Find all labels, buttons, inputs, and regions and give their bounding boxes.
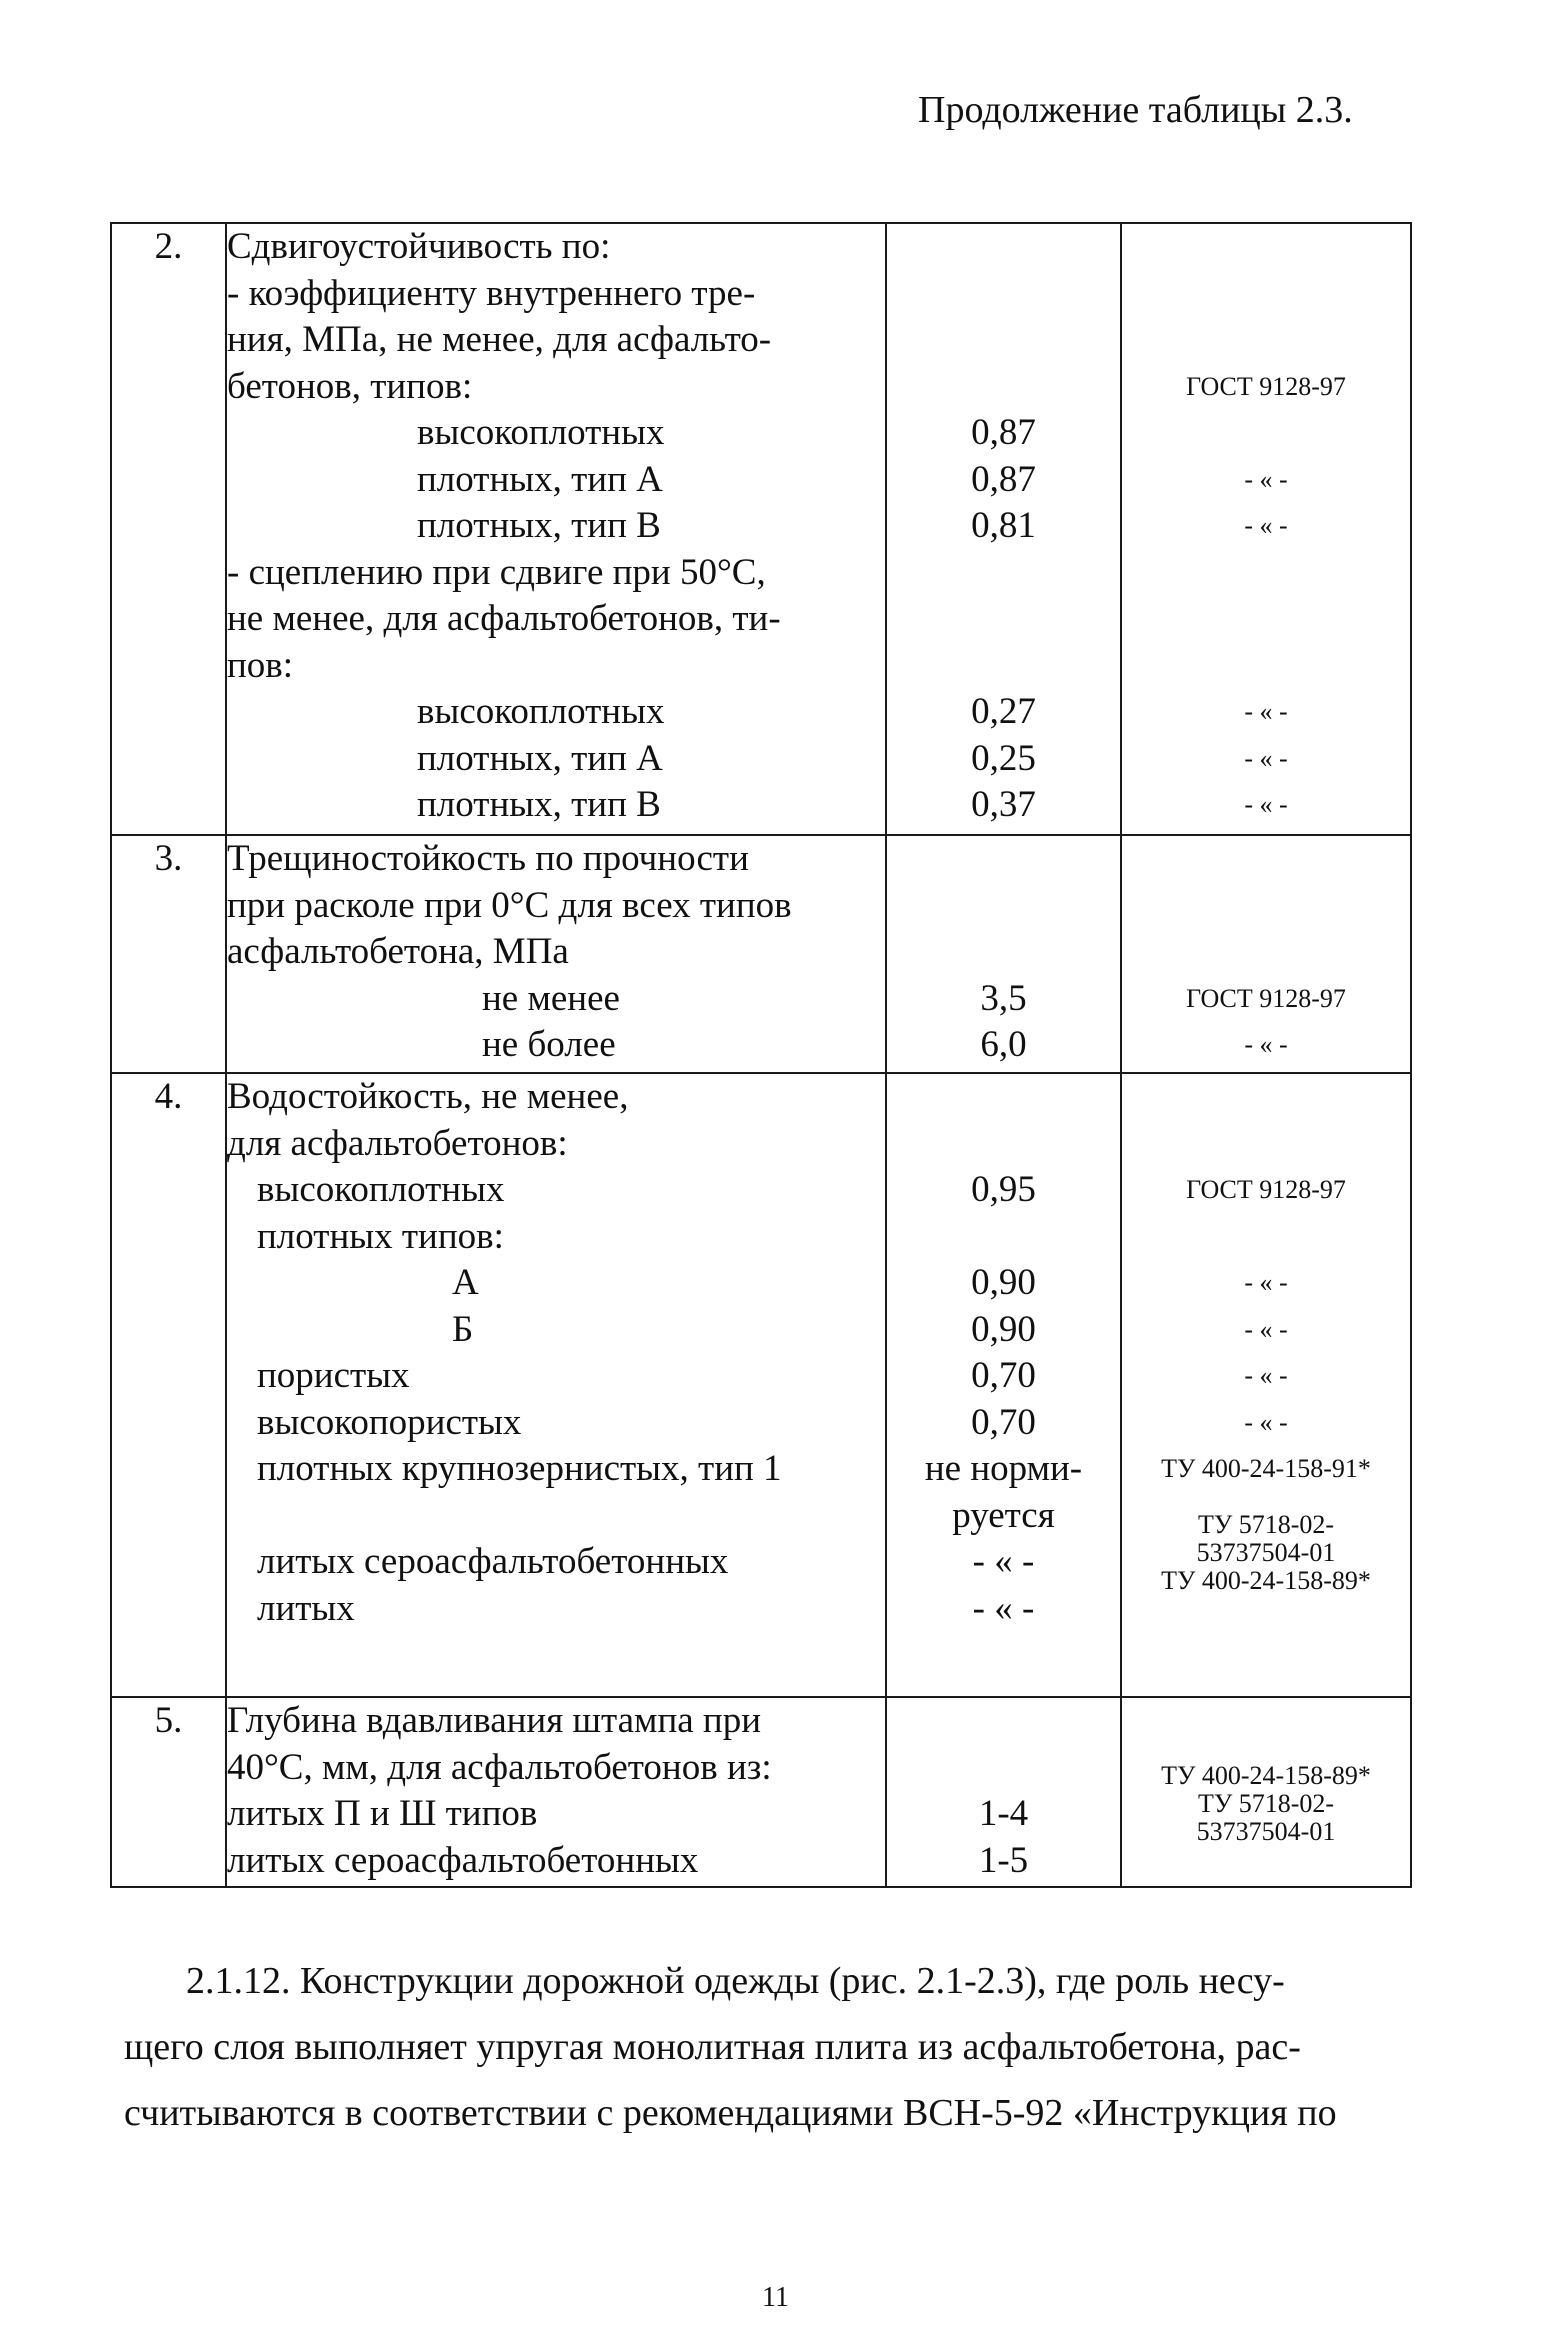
value-cell [886, 835, 1121, 1073]
row-number: 2. [111, 223, 226, 835]
description-line: для асфальтобетонов: [227, 1122, 568, 1164]
value: 0,87 [971, 458, 1036, 500]
description-line: высокоплотных [257, 1169, 505, 1210]
description-line: плотных типов: [257, 1215, 504, 1257]
standard-reference: - « - [1244, 1361, 1288, 1390]
row-number: 3. [111, 835, 226, 1073]
table-row [111, 223, 1411, 835]
standard-reference: ТУ 5718-02- [1197, 1510, 1335, 1539]
paragraph-line: считываются в соответствии с рекомендациями ВСН-5-92 «Инструкция по [124, 2092, 1337, 2134]
standard-reference: - « - [1244, 1314, 1288, 1344]
standard-reference: - « - [1244, 697, 1288, 726]
value: 0,90 [971, 1308, 1036, 1350]
description-line: литых [257, 1587, 355, 1629]
description-line: плотных, тип В [417, 505, 661, 546]
table-continuation-caption: Продолжение таблицы 2.3. [918, 89, 1353, 131]
standard-reference: ТУ 400-24-158-89* [1161, 1762, 1371, 1790]
value: 0,37 [971, 784, 1036, 825]
standard-cell [1121, 1697, 1411, 1887]
description-line: Б [452, 1308, 474, 1350]
standard-reference: - « - [1244, 511, 1288, 540]
value: 0,95 [971, 1169, 1036, 1210]
value: 0,25 [971, 737, 1036, 779]
description-line: ния, МПа, не менее, для асфальто- [227, 319, 772, 360]
value-cell [886, 1697, 1121, 1887]
value: 0,27 [971, 691, 1036, 732]
standard-reference: ТУ 400-24-158-89* [1161, 1566, 1371, 1595]
standard-reference: ГОСТ 9128-97 [1186, 1175, 1346, 1204]
description-line: пористых [257, 1355, 410, 1396]
value: руется [952, 1494, 1055, 1536]
property-description [226, 835, 886, 1073]
description-line: плотных, тип А [417, 458, 663, 500]
paragraph-line: щего слоя выполняет упругая монолитная плита из асфальтобетона, рас- [124, 2026, 1301, 2068]
standard-reference: ТУ 400-24-158-91* [1161, 1454, 1371, 1483]
table-row [111, 1073, 1411, 1697]
value: 1-4 [978, 1793, 1029, 1834]
description-line: плотных, тип А [417, 737, 663, 779]
description-line: плотных крупнозернистых, тип 1 [257, 1448, 782, 1489]
value: 0,87 [971, 412, 1036, 453]
value: 6,0 [980, 1024, 1027, 1065]
paragraph-line: 2.1.12. Конструкции дорожной одежды (рис. 2.1-2.3), где роль несу- [186, 1960, 1285, 2002]
standard-reference: - « - [1244, 743, 1288, 773]
page-number: 11 [762, 2282, 789, 2313]
description-line: Сдвигоустойчивость по: [227, 226, 611, 267]
value-cell [886, 1073, 1121, 1697]
standard-reference: 53737504-01 [1196, 1818, 1336, 1846]
description-line: Трещиностойкость по прочности [227, 838, 749, 879]
standard-reference: - « - [1244, 790, 1288, 819]
value: 0,90 [971, 1262, 1036, 1303]
value: 3,5 [980, 977, 1027, 1019]
standard-cell [1121, 223, 1411, 835]
row-number: 4. [111, 1073, 226, 1697]
properties-table [110, 222, 1412, 1888]
description-line: литых сероасфальтобетонных [227, 1839, 699, 1881]
description-line: асфальтобетона, МПа [227, 931, 569, 972]
value: 0,70 [971, 1355, 1036, 1396]
value: 0,81 [971, 505, 1036, 546]
description-line: высокоплотных [417, 412, 665, 453]
standard-reference: - « - [1244, 1407, 1288, 1437]
property-description [226, 223, 886, 835]
value: - « - [972, 1587, 1035, 1629]
standard-reference: ТУ 5718-02- [1197, 1790, 1335, 1818]
description-line: высокоплотных [417, 691, 665, 732]
standard-reference: ГОСТ 9128-97 [1186, 371, 1346, 401]
value-cell [886, 223, 1121, 835]
description-line: Водостойкость, не менее, [227, 1076, 629, 1117]
description-line: не более [482, 1024, 616, 1065]
description-line: - коэффициенту внутреннего тре- [227, 272, 756, 314]
description-line: не менее, для асфальтобетонов, ти- [227, 598, 781, 639]
description-line: Глубина вдавливания штампа при [227, 1700, 762, 1741]
standard-reference: - « - [1244, 1030, 1288, 1059]
description-line: не менее [482, 977, 620, 1019]
row-number: 5. [111, 1697, 226, 1887]
standard-cell [1121, 1073, 1411, 1697]
body-paragraph [124, 1948, 1446, 2146]
description-line: при расколе при 0°С для всех типов [227, 884, 792, 926]
standard-reference: - « - [1244, 464, 1288, 494]
description-line: литых П и Ш типов [227, 1793, 538, 1834]
property-description [226, 1073, 886, 1697]
table-row [111, 835, 1411, 1073]
description-line: литых сероасфальтобетонных [257, 1541, 729, 1582]
table-row [111, 1697, 1411, 1887]
value: 1-5 [978, 1839, 1029, 1881]
standard-reference: ГОСТ 9128-97 [1186, 983, 1346, 1013]
description-line: - сцеплению при сдвиге при 50°С, [227, 551, 766, 593]
description-line: А [452, 1262, 479, 1303]
value: - « - [972, 1541, 1035, 1582]
standard-reference: 53737504-01 [1196, 1538, 1336, 1567]
standard-cell [1121, 835, 1411, 1073]
value: 0,70 [971, 1401, 1036, 1443]
value: не норми- [924, 1448, 1083, 1489]
description-line: бетонов, типов: [227, 365, 473, 407]
description-line: плотных, тип В [417, 784, 661, 825]
description-line: пов: [227, 644, 294, 686]
description-line: 40°С, мм, для асфальтобетонов из: [227, 1746, 772, 1788]
description-line: высокопористых [257, 1401, 522, 1443]
standard-reference: - « - [1244, 1268, 1288, 1297]
property-description [226, 1697, 886, 1887]
